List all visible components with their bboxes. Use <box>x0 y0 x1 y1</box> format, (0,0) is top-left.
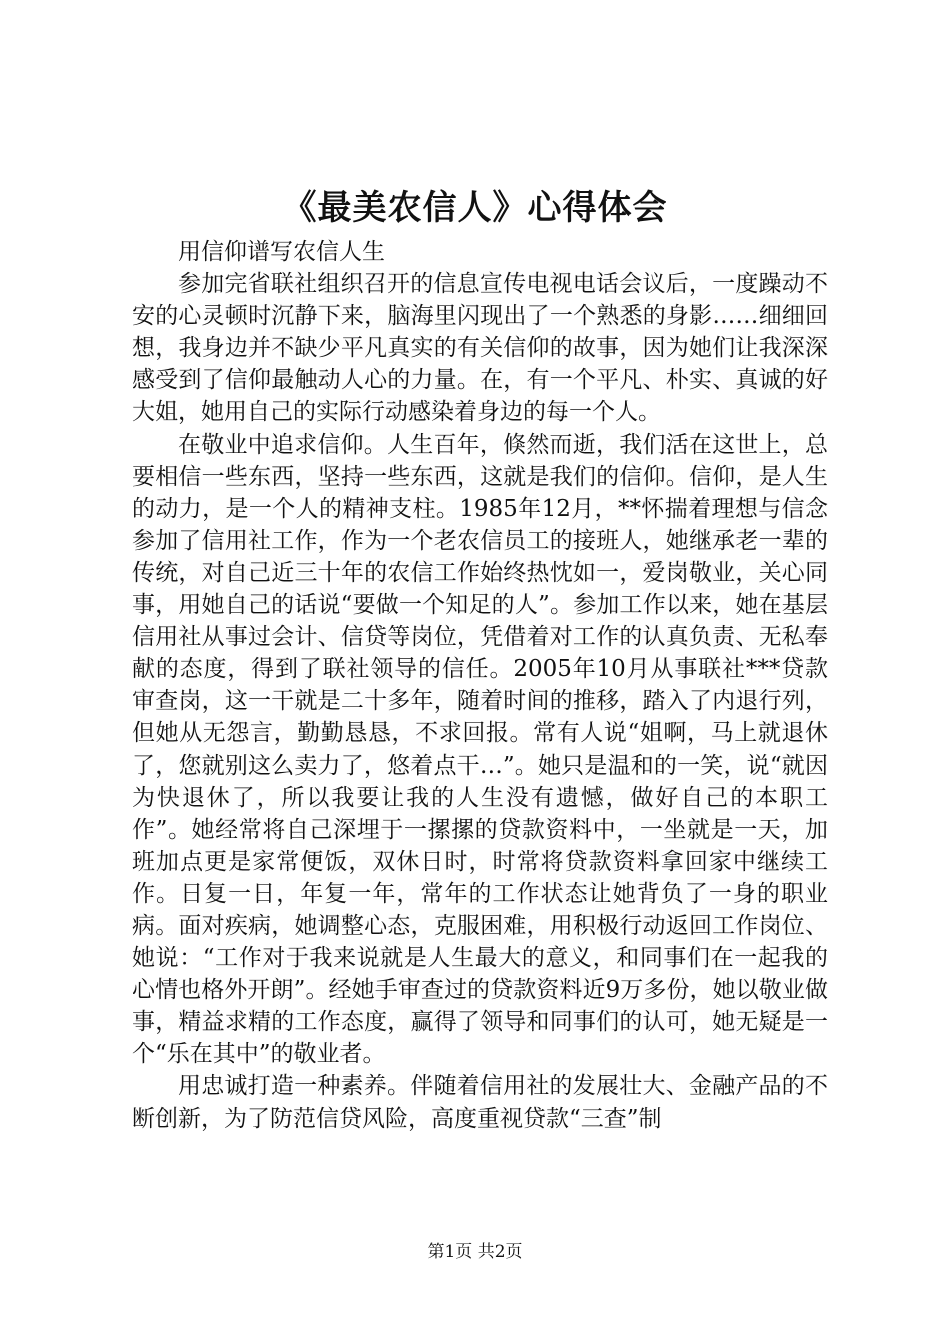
document-body <box>132 236 828 1135</box>
document-title: 《最美农信人》心得体会 <box>282 188 668 228</box>
paragraph-intro: 参加完省联社组织召开的信息宣传电视电话会议后，一度躁动不安的心灵顿时沉静下来，脑海里闪现出了一个熟悉的身影……细细回想，我身边并不缺少平凡真实的有关信仰的故事，因为她们让我深深感受到了信仰最触动人心的力量。在，有一个平凡、朴实、真诚的好大姐，她用自己的实际行动感染着身边的每一个人。 <box>132 271 828 426</box>
page-number: 第1页 共2页 <box>427 1242 523 1262</box>
paragraph-loyalty: 用忠诚打造一种素养。伴随着信用社的发展壮大、金融产品的不断创新，为了防范信贷风险，高度重视贷款“三查”制 <box>132 1073 828 1132</box>
article-subtitle: 用信仰谱写农信人生 <box>178 239 385 265</box>
paragraph-dedication: 在敬业中追求信仰。人生百年，倏然而逝，我们活在这世上，总要相信一些东西，坚持一些东西，这就是我们的信仰。信仰，是人生的动力，是一个人的精神支柱。1985年12月，**怀揣着理想与信念参加了信用社工作，作为一个老农信员工的接班人，她继承老一辈的传统，对自己近三十年的农信工作始终热忱如一，爱岗敬业，关心同事，用她自己的话说“要做一个知足的人”。参加工作以来，她在基层信用社从事过会计、信贷等岗位，凭借着对工作的认真负责、无私奉献的态度，得到了联社领导的信任。2005年10月从事联社***贷款审查岗，这一干就是二十多年，随着时间的推移，踏入了内退行列，但她从无怨言，勤勤恳恳，不求回报。常有人说“姐啊，马上就退休了，您就别这么卖力了，悠着点干…”。她只是温和的一笑，说“就因为快退休了，所以我要让我的人生没有遗憾，做好自己的本职工作”。她经常将自己深埋于一摞摞的贷款资料中，一坐就是一天，加班加点更是家常便饭，双休日时，时常将贷款资料拿回家中继续工作。日复一日，年复一年，常年的工作状态让她背负了一身的职业病。面对疾病，她调整心态，克服困难，用积极行动返回工作岗位、她说：“工作对于我来说就是人生最大的意义，和同事们在一起我的心情也格外开朗”。经她手审查过的贷款资料近9万多份，她以敬业做事，精益求精的工作态度，赢得了领导和同事们的认可，她无疑是一个“乐在其中”的敬业者。 <box>132 431 828 1068</box>
